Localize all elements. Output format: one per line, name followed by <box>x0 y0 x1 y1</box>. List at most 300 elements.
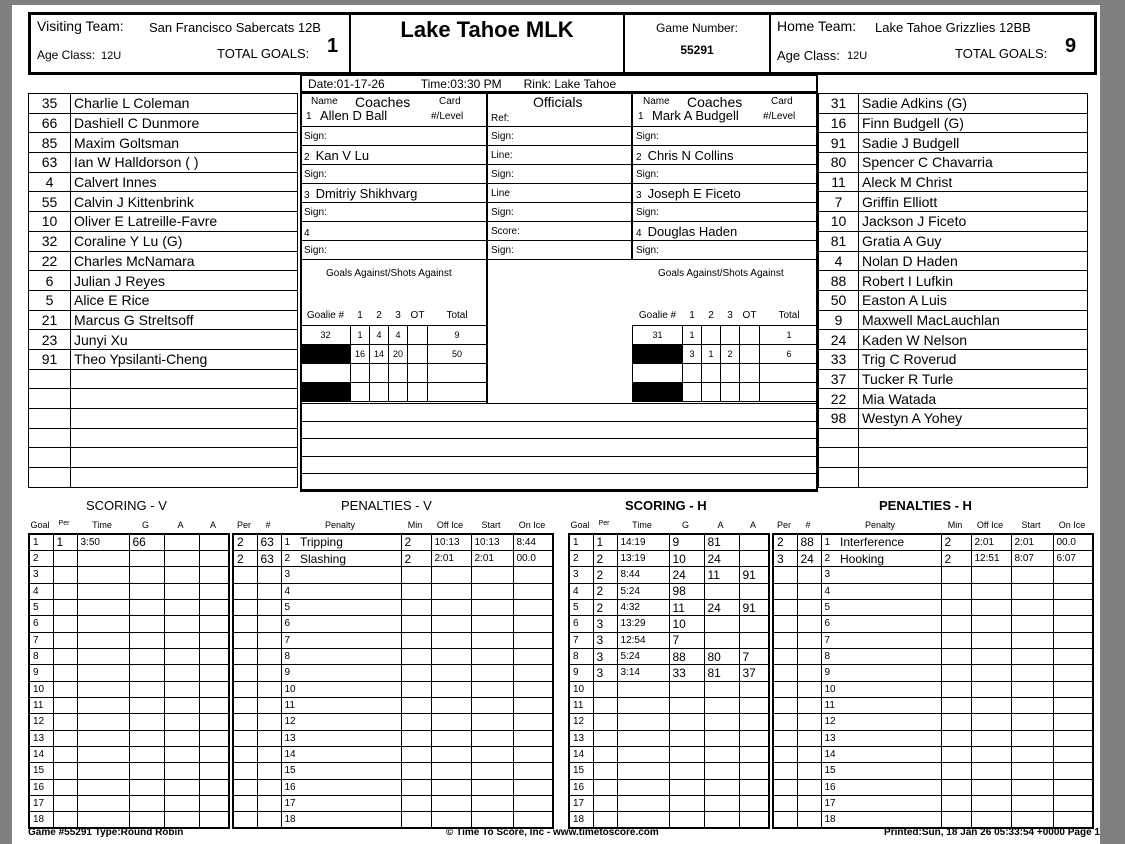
player-number: 35 <box>29 94 71 114</box>
scoring-h-row <box>569 812 769 828</box>
penalties-h-row <box>773 812 1093 828</box>
penalties-h-cell <box>1053 763 1093 779</box>
player-name: Aleck M Christ <box>859 172 1088 192</box>
sign-row <box>488 165 632 184</box>
scoring-v-cell <box>129 812 164 828</box>
scoring-h-cell <box>704 730 739 746</box>
player-number: 50 <box>819 290 859 310</box>
player-number: 88 <box>819 271 859 291</box>
roster-row <box>819 290 1088 310</box>
penalties-v-col-header: # <box>265 520 271 530</box>
scoring-h-cell <box>704 697 739 713</box>
player-name <box>71 428 298 448</box>
scoring-h-cell: 2 <box>593 583 617 599</box>
home-coaches-table <box>632 93 818 260</box>
scoring-v-cell <box>129 599 164 615</box>
scoring-v-cell <box>77 697 129 713</box>
player-name: Julian J Reyes <box>71 271 298 291</box>
scoring-h-row <box>569 763 769 779</box>
penalties-v-cell: 13 <box>281 730 297 746</box>
player-name <box>71 389 298 409</box>
penalties-h-cell <box>797 763 821 779</box>
scoring-v-cell <box>53 632 77 648</box>
penalties-v-col-header: Off Ice <box>436 520 464 530</box>
scoring-h-cell <box>593 812 617 828</box>
scoring-v-cell: 4 <box>29 583 53 599</box>
home-age: 12U <box>847 50 868 62</box>
scoring-h-row <box>569 779 769 795</box>
goalie-cell <box>721 382 740 401</box>
penalties-v-cell <box>401 632 431 648</box>
scoring-h-row <box>569 714 769 730</box>
player-number: 91 <box>29 349 71 369</box>
penalties-v-cell <box>471 730 513 746</box>
goalie-cell: 3 <box>683 344 702 363</box>
goalie-cell <box>760 363 819 382</box>
goalie-row <box>301 325 487 344</box>
scoring-h-cell: 3:14 <box>617 665 669 681</box>
roster-row <box>819 172 1088 192</box>
penalties-v-cell <box>257 665 281 681</box>
goalie-cell <box>721 363 740 382</box>
goalie-cell <box>740 382 760 401</box>
footer-copyright: © Time To Score, Inc - www.timetoscore.com <box>446 827 659 838</box>
goalie-cell <box>428 363 487 382</box>
official-row <box>488 184 632 203</box>
coach-name: Allen D Ball <box>320 108 388 123</box>
scoring-h-cell <box>704 583 739 599</box>
scoring-h-row <box>569 730 769 746</box>
scoring-v-cell <box>129 714 164 730</box>
goalie-row <box>301 382 487 401</box>
scoring-h-row <box>569 632 769 648</box>
penalties-h-cell <box>1053 697 1093 713</box>
penalties-h-cell <box>971 796 1011 812</box>
scoring-v-cell: 1 <box>29 534 53 550</box>
penalties-h-cell <box>773 616 797 632</box>
goalie-row <box>633 382 819 401</box>
scoring-v-cell <box>129 665 164 681</box>
scoring-h-cell: 11 <box>704 567 739 583</box>
coaches-label: Coaches <box>687 94 743 110</box>
scoring-v-cell <box>53 583 77 599</box>
scoring-v-table <box>28 533 230 829</box>
player-number: 33 <box>819 349 859 369</box>
penalties-h-cell <box>837 796 941 812</box>
goalie-cell <box>740 363 760 382</box>
penalties-h-cell: 18 <box>821 812 837 828</box>
scoring-h-cell: 10 <box>569 681 593 697</box>
scoring-v-cell <box>199 779 229 795</box>
penalties-v-cell: 8 <box>281 648 297 664</box>
scoring-h-row <box>569 746 769 762</box>
penalties-v-row <box>233 534 553 550</box>
penalties-h-cell <box>1011 583 1053 599</box>
scoring-h-cell <box>704 746 739 762</box>
scoring-v-cell: 11 <box>29 697 53 713</box>
sign-field: Sign: <box>633 165 818 184</box>
goalie-header: 1 <box>683 306 702 325</box>
scoring-h-row <box>569 583 769 599</box>
penalties-h-cell <box>1011 567 1053 583</box>
goalie-cell <box>633 344 683 363</box>
scoring-v-cell <box>129 632 164 648</box>
scoring-v-cell: 15 <box>29 763 53 779</box>
player-number: 23 <box>29 330 71 350</box>
player-number: 7 <box>819 192 859 212</box>
penalties-h-row <box>773 665 1093 681</box>
scoring-h-cell: 7 <box>739 648 769 664</box>
penalties-v-cell <box>513 730 553 746</box>
coach-index: 2 <box>636 151 642 163</box>
scoring-v-cell <box>129 583 164 599</box>
scoring-h-cell <box>739 681 769 697</box>
penalties-v-cell <box>513 648 553 664</box>
penalties-v-cell <box>257 779 281 795</box>
penalties-v-cell <box>297 796 401 812</box>
scoring-v-cell <box>77 796 129 812</box>
scoring-h-col-header: G <box>681 520 689 530</box>
scoring-v-cell <box>199 665 229 681</box>
scoring-h-cell: 80 <box>704 648 739 664</box>
penalties-v-cell <box>257 796 281 812</box>
goalie-header: 2 <box>370 306 389 325</box>
player-name: Oliver E Latreille-Favre <box>71 212 298 232</box>
card-label: Card <box>439 96 461 107</box>
penalties-h-cell <box>837 632 941 648</box>
goalie-cell: 32 <box>301 325 351 344</box>
penalties-v-cell <box>401 567 431 583</box>
penalties-v-cell: 2 <box>401 550 431 566</box>
player-name: Finn Budgell (G) <box>859 113 1088 133</box>
coach-index: 3 <box>636 189 642 201</box>
penalties-v-cell <box>431 567 471 583</box>
penalties-v-cell <box>471 714 513 730</box>
scoring-h-cell: 3 <box>593 632 617 648</box>
visiting-coaches-table <box>300 93 487 260</box>
scoring-h-cell: 5:24 <box>617 648 669 664</box>
penalties-v-cell <box>513 616 553 632</box>
home-goalie-title: Goals Against/Shots Against <box>658 268 784 279</box>
roster-row <box>819 231 1088 251</box>
home-team-name: Lake Tahoe Grizzlies 12BB <box>875 20 1031 35</box>
penalties-v-cell <box>257 599 281 615</box>
penalties-v-cell <box>257 583 281 599</box>
penalties-v-cell <box>471 697 513 713</box>
scoring-h-cell <box>704 796 739 812</box>
penalties-h-cell <box>797 567 821 583</box>
penalties-v-cell: 16 <box>281 779 297 795</box>
penalties-v-row <box>233 567 553 583</box>
penalties-h-cell: 2 <box>941 550 971 566</box>
penalties-v-cell: 63 <box>257 534 281 550</box>
penalties-v-cell <box>297 681 401 697</box>
roster-row <box>819 94 1088 114</box>
scoring-v-cell <box>129 763 164 779</box>
penalties-h-cell <box>971 779 1011 795</box>
penalties-h-cell <box>971 632 1011 648</box>
coach-name: Mark A Budgell <box>652 108 739 123</box>
penalties-h-cell: 88 <box>797 534 821 550</box>
penalties-h-cell <box>837 730 941 746</box>
penalties-h-cell <box>941 697 971 713</box>
scoring-h-col-header: Time <box>632 520 652 530</box>
goalie-cell <box>740 344 760 363</box>
scoring-h-cell <box>669 697 704 713</box>
coach-row <box>301 184 487 203</box>
scoring-h-cell <box>593 779 617 795</box>
level-label: #/Level <box>763 111 796 122</box>
scoring-v-cell <box>129 730 164 746</box>
penalties-v-row <box>233 812 553 828</box>
penalties-v-row <box>233 681 553 697</box>
scoring-h-row <box>569 616 769 632</box>
player-number <box>29 369 71 389</box>
scoring-h-cell <box>739 714 769 730</box>
penalties-v-cell: Slashing <box>297 550 401 566</box>
penalties-h-cell <box>941 779 971 795</box>
penalties-v-cell <box>257 812 281 828</box>
scoring-h-cell <box>704 763 739 779</box>
penalties-h-cell <box>941 648 971 664</box>
official-row <box>488 146 632 165</box>
penalties-v-cell <box>431 730 471 746</box>
scoring-v-cell <box>53 550 77 566</box>
scoring-h-cell <box>739 632 769 648</box>
sign-row <box>633 127 818 146</box>
game-number-box <box>625 15 771 72</box>
penalties-v-col-header: Min <box>407 520 423 530</box>
penalties-v-cell <box>513 567 553 583</box>
player-name: Robert I Lufkin <box>859 271 1088 291</box>
penalties-h-cell <box>837 665 941 681</box>
goalie-cell <box>740 325 760 344</box>
visiting-goalie-table <box>300 306 487 402</box>
player-number <box>29 428 71 448</box>
roster-row <box>29 468 298 488</box>
player-number: 81 <box>819 231 859 251</box>
scoring-h-cell <box>739 779 769 795</box>
scoring-v-cell <box>129 779 164 795</box>
sign-field: Sign: <box>488 165 632 184</box>
goalie-cell <box>633 363 683 382</box>
scoring-v-cell: 7 <box>29 632 53 648</box>
penalties-v-cell <box>513 796 553 812</box>
roster-row <box>29 290 298 310</box>
penalties-h-cell <box>971 763 1011 779</box>
scoring-h-cell: 2 <box>593 567 617 583</box>
goalie-cell <box>683 363 702 382</box>
penalties-v-cell <box>401 583 431 599</box>
scoring-v-cell <box>53 714 77 730</box>
goalie-cell <box>370 382 389 401</box>
player-number: 22 <box>29 251 71 271</box>
penalties-v-row <box>233 616 553 632</box>
footer-game-info: Game #55291 Type:Round Robin <box>28 827 184 838</box>
penalties-h-cell <box>1011 812 1053 828</box>
scoring-v-cell <box>199 632 229 648</box>
sign-row <box>301 241 487 260</box>
scoring-v-cell <box>199 681 229 697</box>
penalties-h-col-header: # <box>805 520 811 530</box>
penalties-h-cell <box>773 681 797 697</box>
scoring-v-row <box>29 681 229 697</box>
penalties-v-title: PENALTIES - V <box>341 498 432 513</box>
penalties-v-cell <box>513 681 553 697</box>
scoring-h-row <box>569 796 769 812</box>
scoring-h-row <box>569 681 769 697</box>
sign-row <box>301 203 487 222</box>
penalties-h-cell: 12 <box>821 714 837 730</box>
player-number: 66 <box>29 113 71 133</box>
scoring-h-cell <box>704 779 739 795</box>
penalties-h-cell <box>1053 730 1093 746</box>
scoring-h-cell: 91 <box>739 567 769 583</box>
player-name: Ian W Halldorson ( ) <box>71 153 298 173</box>
penalties-h-cell: 17 <box>821 796 837 812</box>
scoring-h-cell: 2 <box>593 550 617 566</box>
player-number: 24 <box>819 330 859 350</box>
goalie-cell <box>760 382 819 401</box>
penalties-v-cell <box>431 812 471 828</box>
roster-row <box>29 113 298 133</box>
scoring-v-cell <box>77 567 129 583</box>
coach-header <box>301 94 487 127</box>
penalties-h-cell <box>941 567 971 583</box>
penalties-v-cell: 2 <box>233 550 257 566</box>
scoring-h-cell <box>617 763 669 779</box>
penalties-v-cell <box>233 714 257 730</box>
penalties-h-cell <box>1053 632 1093 648</box>
penalties-v-cell <box>297 812 401 828</box>
scoring-v-cell: 10 <box>29 681 53 697</box>
event-box <box>351 15 625 72</box>
penalties-h-cell <box>797 681 821 697</box>
penalties-h-cell <box>1053 681 1093 697</box>
notes-rows <box>300 403 818 492</box>
scoring-v-cell <box>129 648 164 664</box>
coach-header-row <box>301 94 487 127</box>
sign-field: Sign: <box>633 203 818 222</box>
penalties-v-cell <box>431 697 471 713</box>
scoring-v-cell <box>164 583 199 599</box>
game-time: Time:03:30 PM <box>420 77 502 91</box>
player-number: 5 <box>29 290 71 310</box>
penalties-v-cell <box>233 763 257 779</box>
penalties-h-cell: 2:01 <box>1011 534 1053 550</box>
penalties-v-cell <box>233 648 257 664</box>
penalties-h-cell <box>971 665 1011 681</box>
penalties-h-cell <box>1011 779 1053 795</box>
penalties-v-cell <box>297 763 401 779</box>
penalties-v-cell <box>513 746 553 762</box>
player-name: Easton A Luis <box>859 290 1088 310</box>
scoring-h-cell: 13 <box>569 730 593 746</box>
penalties-v-cell <box>471 583 513 599</box>
scoring-h-cell: 1 <box>569 534 593 550</box>
penalties-v-cell: 2:01 <box>431 550 471 566</box>
officials-table <box>487 93 632 260</box>
penalties-v-cell: 10 <box>281 681 297 697</box>
penalties-h-cell <box>773 714 797 730</box>
scoring-v-cell <box>53 648 77 664</box>
penalties-v-cell: 1 <box>281 534 297 550</box>
penalties-h-cell <box>971 616 1011 632</box>
penalties-v-row <box>233 746 553 762</box>
scoring-v-row <box>29 599 229 615</box>
player-name: Alice E Rice <box>71 290 298 310</box>
goalie-cell: 6 <box>760 344 819 363</box>
penalties-h-cell: 11 <box>821 697 837 713</box>
scoring-v-cell <box>199 599 229 615</box>
penalties-h-cell: 2 <box>773 534 797 550</box>
penalties-v-cell <box>257 746 281 762</box>
penalties-v-cell <box>401 812 431 828</box>
penalties-v-cell <box>401 681 431 697</box>
penalties-h-row <box>773 616 1093 632</box>
roster-row <box>819 271 1088 291</box>
scoring-h-cell: 2 <box>593 599 617 615</box>
penalties-h-row <box>773 648 1093 664</box>
penalties-v-cell <box>431 599 471 615</box>
penalties-h-cell: 14 <box>821 746 837 762</box>
roster-row <box>29 94 298 114</box>
penalties-h-cell: 9 <box>821 665 837 681</box>
scoring-v-cell <box>129 796 164 812</box>
penalties-h-cell <box>941 665 971 681</box>
scoring-h-cell: 11 <box>669 599 704 615</box>
scoring-v-cell <box>199 567 229 583</box>
scoring-v-cell <box>77 812 129 828</box>
scoring-v-col-header: A <box>177 520 184 530</box>
penalties-h-row <box>773 583 1093 599</box>
penalties-h-cell: 8:07 <box>1011 550 1053 566</box>
roster-row <box>29 153 298 173</box>
penalties-v-cell <box>233 730 257 746</box>
scoring-h-cell: 18 <box>569 812 593 828</box>
penalties-h-col-header: On Ice <box>1058 520 1086 530</box>
scoring-h-cell <box>593 681 617 697</box>
penalties-v-row <box>233 550 553 566</box>
penalties-h-cell <box>797 730 821 746</box>
penalties-v-cell <box>257 567 281 583</box>
scoring-v-cell <box>164 812 199 828</box>
penalties-v-cell <box>297 616 401 632</box>
scoring-v-cell: 3 <box>29 567 53 583</box>
scoring-h-row <box>569 599 769 615</box>
player-name: Calvin J Kittenbrink <box>71 192 298 212</box>
penalties-v-cell <box>431 714 471 730</box>
scoring-h-cell: 24 <box>704 550 739 566</box>
penalties-h-cell <box>797 796 821 812</box>
scoring-h-cell <box>593 697 617 713</box>
penalties-v-cell <box>471 665 513 681</box>
penalties-h-cell: Interference <box>837 534 941 550</box>
goalie-cell <box>408 344 428 363</box>
penalties-v-cell <box>257 616 281 632</box>
roster-row <box>819 251 1088 271</box>
roster-row <box>819 389 1088 409</box>
roster-row <box>819 133 1088 153</box>
scoring-v-cell <box>77 632 129 648</box>
penalties-v-col-header: Start <box>481 520 501 530</box>
penalties-h-cell <box>773 583 797 599</box>
player-name: Trig C Roverud <box>859 349 1088 369</box>
player-name: Charles McNamara <box>71 251 298 271</box>
scoring-v-cell <box>53 746 77 762</box>
scoring-v-cell: 18 <box>29 812 53 828</box>
penalties-h-cell <box>971 648 1011 664</box>
